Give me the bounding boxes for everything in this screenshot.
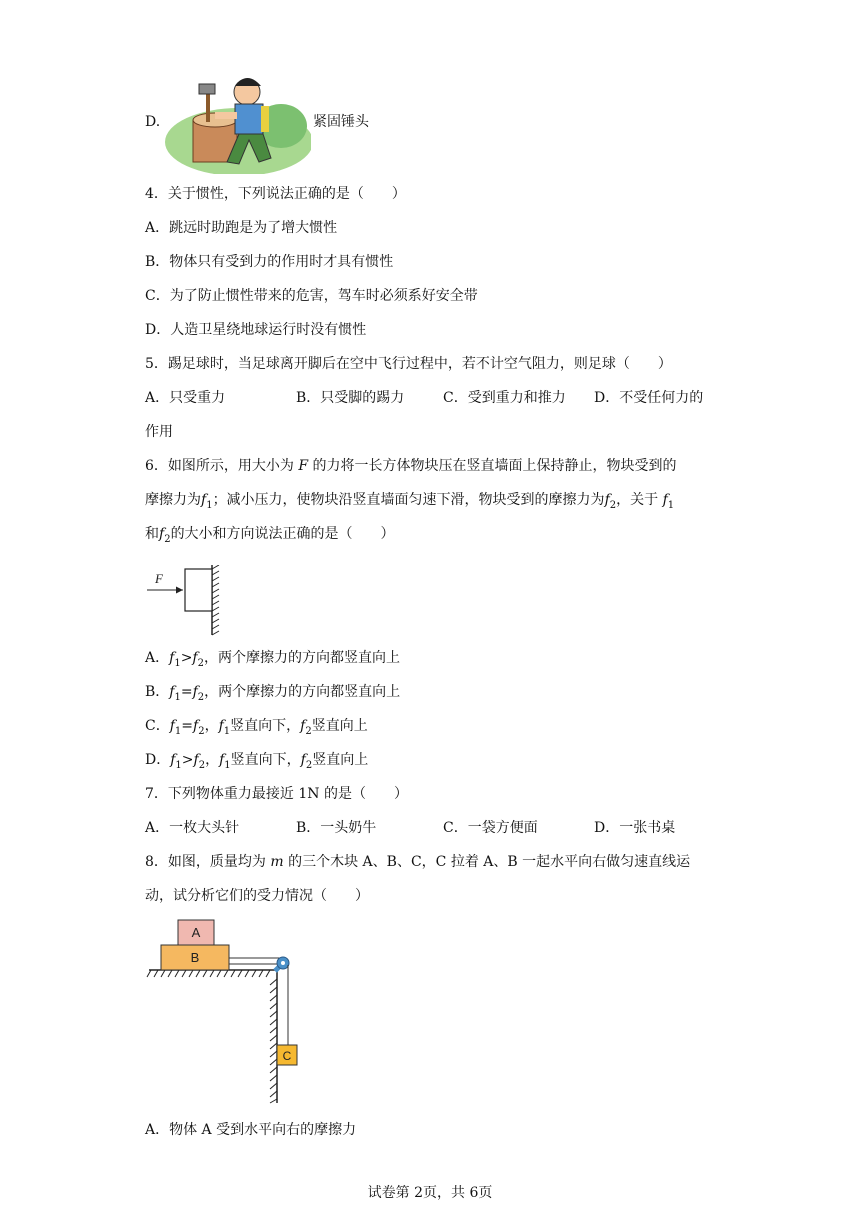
q6-option-b: B．$f_1=f_2$，两个摩擦力的方向都竖直向上 [145,684,401,703]
q5-option-a: A．只受重力 [145,390,226,406]
q8-option-a: A．物体 A 受到水平向右的摩擦力 [145,1122,357,1138]
q5-stem: 5．踢足球时，当足球离开脚后在空中飞行过程中，若不计空气阻力，则足球（ ） [145,356,672,372]
q8-stem-line1: 8．如图，质量均为 m 的三个木块 A、B、C，C 拉着 A、B 一起水平向右做匀速直线运 [145,854,691,870]
block-a-label: A [191,925,201,940]
q6-option-d: D．$f_1>f_2$，$f_1$竖直向下，$f_2$竖直向上 [145,752,369,771]
q4-stem: 4．关于惯性，下列说法正确的是（ ） [145,186,406,202]
q4-option-c: C．为了防止惯性带来的危害，驾车时必须系好安全带 [145,288,478,304]
q6-option-c: C．$f_1=f_2$，$f_1$竖直向下，$f_2$竖直向上 [145,718,368,737]
q5-option-b: B．只受脚的踢力 [296,390,405,406]
q3-option-d-label: D. [145,114,161,130]
q6-wall-block-figure [145,565,225,637]
block-b-label: B [190,950,200,965]
q4-option-d: D．人造卫星绕地球运行时没有惯性 [145,322,367,338]
page-footer: 试卷第 2页，共 6页 [367,1185,493,1201]
q8-pulley-blocks-figure [145,915,305,1105]
q6-stem-line2: 摩擦力为$f_1$；减小压力，使物块沿竖直墙面匀速下滑，物块受到的摩擦力为$f_2$，关于 $f_1$ [145,492,675,511]
q6-option-a: A．$f_1>f_2$，两个摩擦力的方向都竖直向上 [145,650,400,669]
q7-option-b: B．一头奶牛 [296,820,377,836]
q7-option-d: D．一张书桌 [594,820,676,836]
q7-option-c: C．一袋方便面 [443,820,538,836]
block-c-label: C [282,1049,292,1063]
q5-option-d-continued: 作用 [145,424,173,440]
q8-stem-line2: 动，试分析它们的受力情况（ ） [145,888,369,904]
q6-figure-force-label: F [155,571,163,586]
q5-option-d: D．不受任何力的 [594,390,704,406]
q6-stem-line1: 6．如图所示，用大小为 F 的力将一长方体物块压在竖直墙面上保持静止，物块受到的 [145,458,677,474]
q4-option-b: B．物体只有受到力的作用时才具有惯性 [145,254,394,270]
q6-stem-line3: 和$f_2$的大小和方向说法正确的是（ ） [145,526,395,545]
q7-option-a: A．一枚大头针 [145,820,240,836]
q4-option-a: A．跳远时助跑是为了增大惯性 [145,220,338,236]
q7-stem: 7．下列物体重力最接近 1N 的是（ ） [145,786,408,802]
table-hatch [147,970,270,977]
q3-option-d-text: 紧固锤头 [313,114,369,130]
hammer-boy-illustration [163,62,311,174]
q5-option-c: C．受到重力和推力 [443,390,566,406]
